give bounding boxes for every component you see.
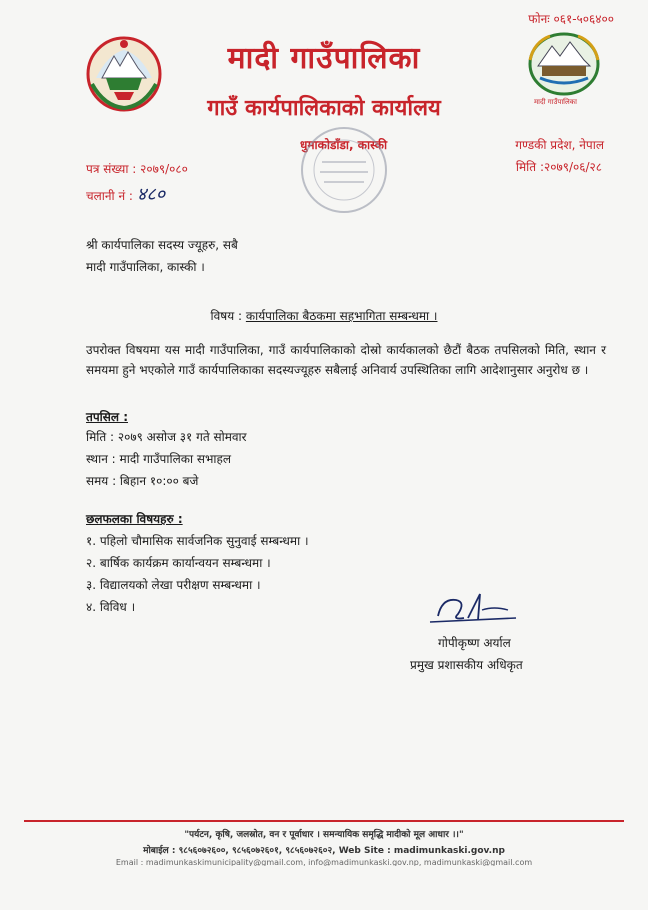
footer-contact: मोबाईल : ९८५६०७२६००, ९८५६०७२६०१, ९८५६०७२६०२, Web Site : madimunkaski.gov.np	[143, 846, 505, 856]
meeting-date: मिति : २०७९ असोज ३१ गते सोमवार	[86, 430, 247, 444]
dispatch-number-label: चलानी नं :	[86, 189, 133, 203]
phone-number: फोनः ०६१-५०६४००	[528, 12, 614, 26]
signatory-name: गोपीकृष्ण अर्याल	[438, 636, 511, 650]
letter-number	[86, 160, 188, 177]
subject-line	[0, 307, 648, 324]
addressee-line-2: मादी गाउँपालिका, कास्की ।	[86, 260, 205, 274]
details-heading: तपसिल :	[86, 410, 128, 424]
signatory-title: प्रमुख प्रशासकीय अधिकृत	[410, 658, 523, 672]
letter-date-label: मिति	[515, 160, 537, 174]
office-location: धुमाकोडाँडा, कास्की	[300, 138, 388, 152]
province-label: गण्डकी प्रदेश, नेपाल	[515, 138, 604, 152]
body-paragraph: उपरोक्त विषयमा यस मादी गाउँपालिका, गाउँ कार्यपालिकाको दोस्रो कार्यकालको छैटौं बैठक तपसिलको मिति, स्थान र समयमा हुने भएकोले गाउँ कार्यपालिकाका सदस्यज्यूहरु सबैलाई अनिवार्य उपस्थितिका लागि आदेशानुसार अनुरोध छ ।	[86, 343, 606, 377]
letter-number-label: पत्र संख्या :	[86, 162, 137, 176]
dispatch-number-value: ४८०	[136, 184, 166, 205]
addressee-line-1: श्री कार्यपालिका सदस्य ज्यूहरु, सबै	[86, 238, 238, 252]
municipality-title: मादी गाउँपालिका	[227, 41, 421, 76]
dispatch-number	[86, 182, 165, 206]
footer-email: Email : madimunkaskimunicipality@gmail.com, info@madimunkaski.gov.np, madimunkaski@gmail.com	[115, 858, 533, 866]
agenda-item: २. बार्षिक कार्यक्रम कार्यान्वयन सम्बन्धमा ।	[86, 556, 271, 570]
handwritten-signature	[424, 588, 524, 632]
footer-divider	[24, 820, 624, 822]
meeting-venue: स्थान : मादी गाउँपालिका सभाहल	[86, 452, 232, 466]
agenda-item: ३. विद्यालयको लेखा परीक्षण सम्बन्धमा ।	[86, 578, 261, 592]
office-subtitle: गाउँ कार्यपालिकाको कार्यालय	[207, 96, 441, 121]
letter-date	[516, 158, 602, 175]
letter-date-value: :२०७९/०६/२८	[539, 160, 602, 174]
office-stamp-seal	[298, 124, 390, 216]
subject-text: कार्यपालिका बैठकमा सहभागिता सम्बन्धमा ।	[245, 309, 438, 323]
subject-label: विषय :	[210, 309, 243, 323]
agenda-item: १. पहिलो चौमासिक सार्वजनिक सुनुवाई सम्बन्धमा ।	[86, 534, 309, 548]
agenda-item: ४. विविध ।	[86, 600, 136, 614]
footer-slogan: "पर्यटन, कृषि, जलस्रोत, वन र पूर्वाधार । समन्यायिक समृद्धि मादीको मूल आधार ।।"	[184, 830, 464, 840]
letter-number-value: २०७९/०८०	[140, 162, 188, 176]
meeting-time: समय : बिहान १०:०० बजे	[86, 474, 199, 488]
right-logo-caption: मादी गाउँपालिका	[534, 98, 577, 106]
agenda-heading: छलफलका विषयहरु :	[86, 512, 183, 526]
